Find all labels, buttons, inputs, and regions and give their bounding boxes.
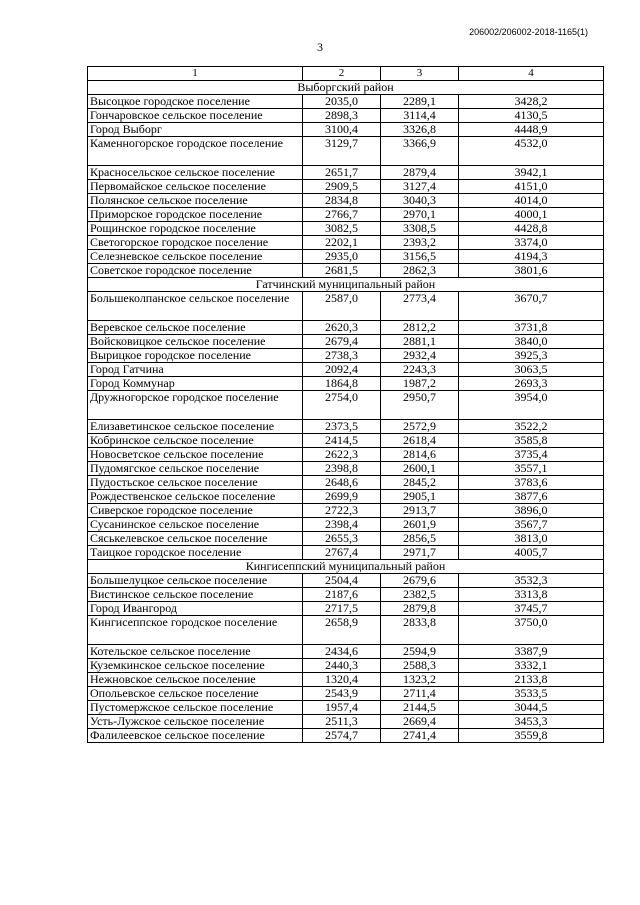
value-col-3: 2879,4: [381, 166, 459, 180]
value-col-4: 3840,0: [459, 335, 604, 349]
region-title: Гатчинский муниципальный район: [88, 278, 604, 292]
settlement-name: Котельское сельское поселение: [88, 645, 303, 659]
value-col-2: 2398,4: [303, 518, 381, 532]
value-col-4: 3313,8: [459, 588, 604, 602]
table-row: [88, 166, 604, 180]
value-col-4: 3532,3: [459, 574, 604, 588]
value-col-3: 2905,1: [381, 490, 459, 504]
table-row: [88, 701, 604, 715]
table-body: [88, 67, 604, 743]
settlement-name: Советское городское поселение: [88, 264, 303, 278]
value-col-3: 3326,8: [381, 123, 459, 137]
table-row: [88, 602, 604, 616]
value-col-4: 3374,0: [459, 236, 604, 250]
region-title: Выборгский район: [88, 81, 604, 95]
column-header-4: 4: [459, 67, 604, 81]
value-col-3: 2679,6: [381, 574, 459, 588]
settlement-name: Куземкинское сельское поселение: [88, 659, 303, 673]
table-row: [88, 659, 604, 673]
value-col-2: 2767,4: [303, 546, 381, 560]
value-col-4: 3559,8: [459, 729, 604, 743]
table-row: [88, 616, 604, 645]
value-col-3: 2393,2: [381, 236, 459, 250]
value-col-3: 3114,4: [381, 109, 459, 123]
value-col-4: 4428,8: [459, 222, 604, 236]
value-col-4: 3670,7: [459, 292, 604, 321]
value-col-3: 2932,4: [381, 349, 459, 363]
value-col-2: 2092,4: [303, 363, 381, 377]
value-col-2: 2738,3: [303, 349, 381, 363]
value-col-4: 3063,5: [459, 363, 604, 377]
value-col-3: 2845,2: [381, 476, 459, 490]
table-row: [88, 236, 604, 250]
table-row: [88, 588, 604, 602]
value-col-3: 3366,9: [381, 137, 459, 166]
table-row: [88, 673, 604, 687]
table-row: [88, 490, 604, 504]
settlement-name: Веревское сельское поселение: [88, 321, 303, 335]
settlement-name: Опольевское сельское поселение: [88, 687, 303, 701]
settlement-name: Кингисеппское городское поселение: [88, 616, 303, 645]
settlement-name: Кобринское сельское поселение: [88, 434, 303, 448]
table-row: [88, 250, 604, 264]
value-col-2: 2898,3: [303, 109, 381, 123]
table-row: [88, 349, 604, 363]
value-col-3: 2289,1: [381, 95, 459, 109]
table-row: [88, 420, 604, 434]
value-col-2: 2722,3: [303, 504, 381, 518]
settlement-name: Фалилеевское сельское поселение: [88, 729, 303, 743]
table-row: [88, 137, 604, 166]
value-col-4: 3896,0: [459, 504, 604, 518]
value-col-2: 2504,4: [303, 574, 381, 588]
table-row: [88, 264, 604, 278]
value-col-2: 2935,0: [303, 250, 381, 264]
value-col-2: 2717,5: [303, 602, 381, 616]
value-col-2: 2587,0: [303, 292, 381, 321]
value-col-2: 2620,3: [303, 321, 381, 335]
settlement-name: Красносельское сельское поселение: [88, 166, 303, 180]
value-col-2: 2543,9: [303, 687, 381, 701]
table-row: [88, 194, 604, 208]
settlement-name: Сиверское городское поселение: [88, 504, 303, 518]
settlement-name: Город Ивангород: [88, 602, 303, 616]
settlement-name: Елизаветинское сельское поселение: [88, 420, 303, 434]
table-row: [88, 363, 604, 377]
table-row: [88, 321, 604, 335]
table-row: [88, 476, 604, 490]
value-col-2: 3129,7: [303, 137, 381, 166]
settlement-name: Город Коммунар: [88, 377, 303, 391]
value-col-4: 2693,3: [459, 377, 604, 391]
value-col-4: 3783,6: [459, 476, 604, 490]
value-col-3: 2669,4: [381, 715, 459, 729]
value-col-2: 2440,3: [303, 659, 381, 673]
settlement-name: Сяськелевское сельское поселение: [88, 532, 303, 546]
settlement-name: Первомайское сельское поселение: [88, 180, 303, 194]
value-col-2: 3100,4: [303, 123, 381, 137]
settlement-name: Большеколпанское сельское поселение: [88, 292, 303, 321]
value-col-4: 3533,5: [459, 687, 604, 701]
region-row: [88, 278, 604, 292]
value-col-3: 2971,7: [381, 546, 459, 560]
value-col-3: 2144,5: [381, 701, 459, 715]
value-col-2: 1864,8: [303, 377, 381, 391]
table-row: [88, 518, 604, 532]
value-col-4: 4151,0: [459, 180, 604, 194]
value-col-4: 3522,2: [459, 420, 604, 434]
settlement-name: Большелуцкое сельское поселение: [88, 574, 303, 588]
value-col-2: 2511,3: [303, 715, 381, 729]
value-col-3: 2588,3: [381, 659, 459, 673]
value-col-3: 2970,1: [381, 208, 459, 222]
table-row: [88, 292, 604, 321]
column-header-1: 1: [88, 67, 303, 81]
table-row: [88, 448, 604, 462]
value-col-3: 2833,8: [381, 616, 459, 645]
value-col-2: 2655,3: [303, 532, 381, 546]
value-col-2: 2414,5: [303, 434, 381, 448]
value-col-4: 3557,1: [459, 462, 604, 476]
settlement-name: Нежновское сельское поселение: [88, 673, 303, 687]
table-row: [88, 715, 604, 729]
value-col-2: 2574,7: [303, 729, 381, 743]
value-col-2: 2202,1: [303, 236, 381, 250]
column-header-2: 2: [303, 67, 381, 81]
table-row: [88, 729, 604, 743]
page-number: 3: [317, 40, 323, 54]
value-col-2: 2909,5: [303, 180, 381, 194]
settlement-name: Пудостьское сельское поселение: [88, 476, 303, 490]
value-col-3: 2950,7: [381, 391, 459, 420]
value-col-3: 2814,6: [381, 448, 459, 462]
value-col-3: 2773,4: [381, 292, 459, 321]
value-col-4: 4532,0: [459, 137, 604, 166]
value-col-4: 3387,9: [459, 645, 604, 659]
value-col-3: 2862,3: [381, 264, 459, 278]
value-col-3: 2711,4: [381, 687, 459, 701]
table-row: [88, 109, 604, 123]
value-col-2: 1957,4: [303, 701, 381, 715]
value-col-3: 2600,1: [381, 462, 459, 476]
settlement-name: Рождественское сельское поселение: [88, 490, 303, 504]
value-col-4: 3877,6: [459, 490, 604, 504]
value-col-4: 4194,3: [459, 250, 604, 264]
table-row: [88, 462, 604, 476]
value-col-4: 3942,1: [459, 166, 604, 180]
table-row: [88, 335, 604, 349]
value-col-2: 2648,6: [303, 476, 381, 490]
value-col-2: 2398,8: [303, 462, 381, 476]
value-col-2: 2834,8: [303, 194, 381, 208]
settlement-name: Город Гатчина: [88, 363, 303, 377]
value-col-2: 2658,9: [303, 616, 381, 645]
value-col-4: 3567,7: [459, 518, 604, 532]
settlement-name: Таицкое городское поселение: [88, 546, 303, 560]
settlement-name: Высоцкое городское поселение: [88, 95, 303, 109]
value-col-2: 2681,5: [303, 264, 381, 278]
value-col-2: 2035,0: [303, 95, 381, 109]
value-col-3: 2618,4: [381, 434, 459, 448]
value-col-4: 3745,7: [459, 602, 604, 616]
table-row: [88, 123, 604, 137]
value-col-3: 2812,2: [381, 321, 459, 335]
value-col-4: 4005,7: [459, 546, 604, 560]
settlement-name: Рощинское городское поселение: [88, 222, 303, 236]
table-row: [88, 546, 604, 560]
settlement-name: Усть-Лужское сельское поселение: [88, 715, 303, 729]
table-row: [88, 180, 604, 194]
value-col-4: 3428,2: [459, 95, 604, 109]
value-col-3: 1323,2: [381, 673, 459, 687]
value-col-3: 2881,1: [381, 335, 459, 349]
settlement-name: Вырицкое городское поселение: [88, 349, 303, 363]
value-col-3: 2741,4: [381, 729, 459, 743]
value-col-2: 2622,3: [303, 448, 381, 462]
region-title: Кингисеппский муниципальный район: [88, 560, 604, 574]
value-col-4: 3453,3: [459, 715, 604, 729]
value-col-2: 2434,6: [303, 645, 381, 659]
table-row: [88, 391, 604, 420]
settlement-name: Дружногорское городское поселение: [88, 391, 303, 420]
value-col-3: 3127,4: [381, 180, 459, 194]
value-col-4: 4014,0: [459, 194, 604, 208]
settlement-name: Вистинское сельское поселение: [88, 588, 303, 602]
settlement-name: Гончаровское сельское поселение: [88, 109, 303, 123]
value-col-3: 3156,5: [381, 250, 459, 264]
document-id: 206002/206002-2018-1165(1): [469, 27, 588, 37]
column-header-3: 3: [381, 67, 459, 81]
value-col-4: 3801,6: [459, 264, 604, 278]
settlement-name: Пудомягское сельское поселение: [88, 462, 303, 476]
value-col-4: 3044,5: [459, 701, 604, 715]
table-row: [88, 222, 604, 236]
value-col-3: 2382,5: [381, 588, 459, 602]
value-col-4: 3735,4: [459, 448, 604, 462]
data-table: [87, 66, 604, 743]
region-row: [88, 560, 604, 574]
value-col-3: 2594,9: [381, 645, 459, 659]
value-col-2: 3082,5: [303, 222, 381, 236]
value-col-3: 2601,9: [381, 518, 459, 532]
value-col-2: 2187,6: [303, 588, 381, 602]
settlement-name: Войсковицкое сельское поселение: [88, 335, 303, 349]
settlement-name: Полянское сельское поселение: [88, 194, 303, 208]
value-col-3: 2856,5: [381, 532, 459, 546]
table-row: [88, 645, 604, 659]
settlement-name: Селезневское сельское поселение: [88, 250, 303, 264]
value-col-2: 1320,4: [303, 673, 381, 687]
value-col-3: 2879,8: [381, 602, 459, 616]
value-col-3: 2572,9: [381, 420, 459, 434]
value-col-4: 4000,1: [459, 208, 604, 222]
value-col-4: 4448,9: [459, 123, 604, 137]
value-col-2: 2766,7: [303, 208, 381, 222]
table-row: [88, 504, 604, 518]
value-col-3: 3308,5: [381, 222, 459, 236]
value-col-3: 2243,3: [381, 363, 459, 377]
header-row: [88, 67, 604, 81]
table-row: [88, 377, 604, 391]
value-col-2: 2754,0: [303, 391, 381, 420]
table-row: [88, 434, 604, 448]
value-col-4: 3813,0: [459, 532, 604, 546]
region-row: [88, 81, 604, 95]
value-col-2: 2651,7: [303, 166, 381, 180]
value-col-3: 2913,7: [381, 504, 459, 518]
table-row: [88, 687, 604, 701]
settlement-name: Новосветское сельское поселение: [88, 448, 303, 462]
value-col-4: 3925,3: [459, 349, 604, 363]
value-col-4: 3954,0: [459, 391, 604, 420]
table-row: [88, 574, 604, 588]
value-col-4: 2133,8: [459, 673, 604, 687]
settlement-name: Город Выборг: [88, 123, 303, 137]
value-col-4: 3585,8: [459, 434, 604, 448]
value-col-3: 3040,3: [381, 194, 459, 208]
value-col-2: 2679,4: [303, 335, 381, 349]
value-col-3: 1987,2: [381, 377, 459, 391]
settlement-name: Каменногорское городское поселение: [88, 137, 303, 166]
value-col-2: 2699,9: [303, 490, 381, 504]
settlement-name: Светогорское городское поселение: [88, 236, 303, 250]
value-col-4: 3332,1: [459, 659, 604, 673]
table-row: [88, 208, 604, 222]
value-col-4: 3731,8: [459, 321, 604, 335]
table-row: [88, 532, 604, 546]
value-col-2: 2373,5: [303, 420, 381, 434]
table-row: [88, 95, 604, 109]
value-col-4: 4130,5: [459, 109, 604, 123]
settlement-name: Приморское городское поселение: [88, 208, 303, 222]
settlement-name: Сусанинское сельское поселение: [88, 518, 303, 532]
settlement-name: Пустомержское сельское поселение: [88, 701, 303, 715]
value-col-4: 3750,0: [459, 616, 604, 645]
